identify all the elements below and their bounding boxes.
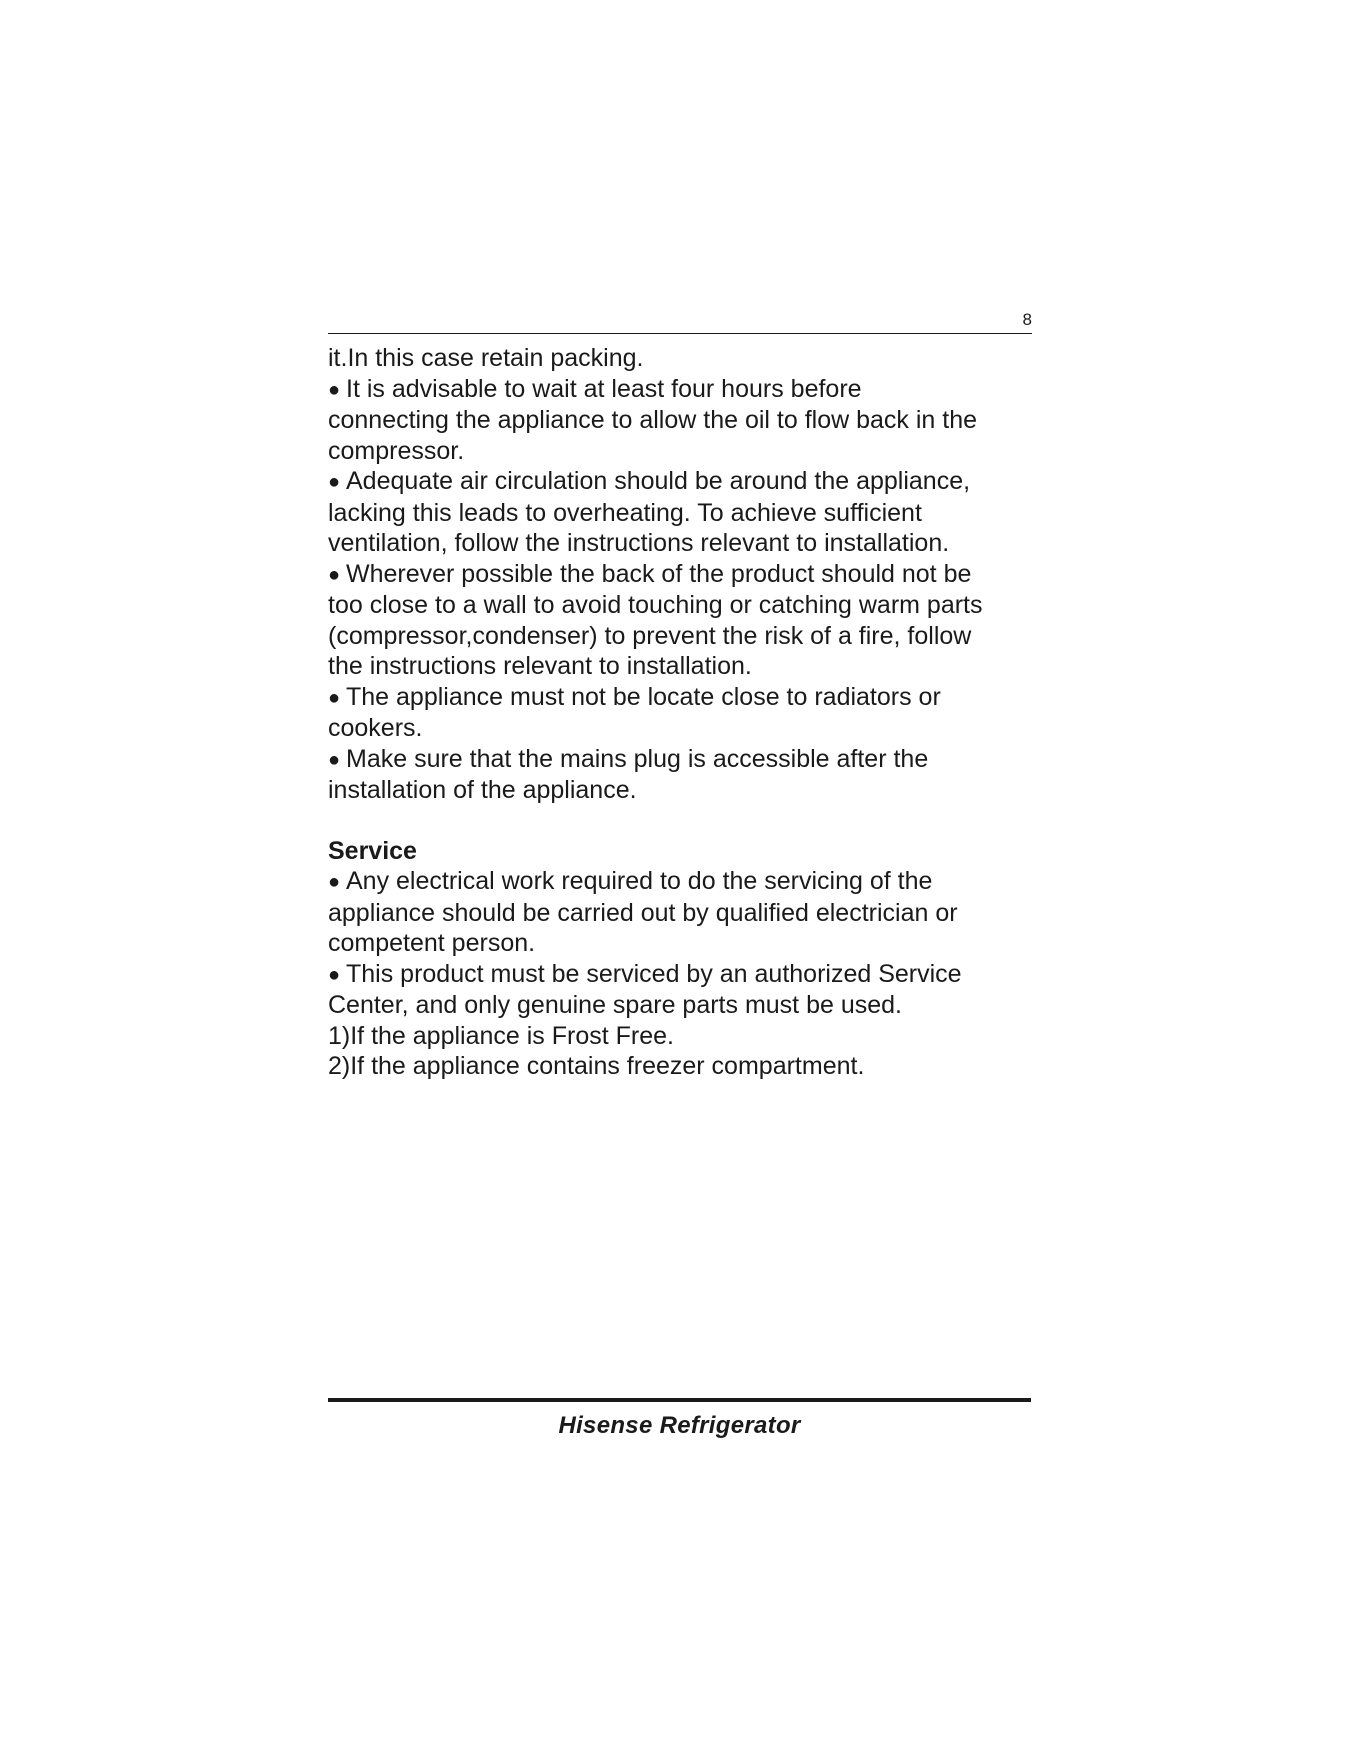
text-line-content: Center, and only genuine spare parts must be used. <box>328 991 902 1019</box>
section-heading: Service <box>328 836 417 865</box>
header-rule <box>328 333 1032 334</box>
bullet-item <box>328 559 1048 591</box>
text-line <box>328 528 1048 559</box>
bullet-item <box>328 374 1048 406</box>
bullet-icon: ● <box>328 963 341 986</box>
numbered-note-text: 2)If the appliance contains freezer compartment. <box>328 1052 865 1080</box>
bullet-text: Any electrical work required to do the servicing of the <box>346 867 933 895</box>
text-line <box>328 898 1048 929</box>
text-line <box>328 990 1048 1021</box>
bullet-text: Adequate air circulation should be around the appliance, <box>346 467 971 495</box>
numbered-note <box>328 1021 1048 1052</box>
numbered-note <box>328 1051 1048 1082</box>
text-line <box>328 928 1048 959</box>
text-line <box>328 775 1048 806</box>
bullet-icon: ● <box>328 471 341 493</box>
text-line-content: it.In this case retain packing. <box>328 344 644 372</box>
text-line-content: too close to a wall to avoid touching or catching warm parts <box>328 591 983 619</box>
bullet-item <box>328 466 1048 498</box>
text-line <box>328 498 1048 529</box>
bullet-text: Make sure that the mains plug is accessible after the <box>346 744 929 773</box>
bullet-text: This product must be serviced by an authorized Service <box>346 959 962 988</box>
bullet-text: It is advisable to wait at least four hours before <box>346 374 862 403</box>
numbered-note-text: 1)If the appliance is Frost Free. <box>328 1021 674 1050</box>
bullet-icon: ● <box>328 748 341 771</box>
text-line-content: cookers. <box>328 714 423 742</box>
footer-brand: Hisense Refrigerator <box>558 1412 801 1439</box>
footer-rule <box>328 1398 1031 1402</box>
text-line-content: the instructions relevant to installation. <box>328 652 752 680</box>
bullet-icon: ● <box>328 563 341 586</box>
text-line-content: compressor. <box>328 436 465 465</box>
bullet-item <box>328 959 1048 991</box>
text-line <box>328 405 1048 436</box>
text-line <box>328 343 1048 374</box>
bullet-text: Wherever possible the back of the product should not be <box>346 559 972 588</box>
text-line-content: appliance should be carried out by qualified electrician or <box>328 898 958 927</box>
text-line-content: ventilation, follow the instructions relevant to installation. <box>328 529 950 557</box>
bullet-item <box>328 866 1048 898</box>
text-line <box>328 713 1048 744</box>
text-line-content: (compressor,condenser) to prevent the risk of a fire, follow <box>328 621 972 650</box>
text-line-content: connecting the appliance to allow the oil to flow back in the <box>328 406 978 434</box>
text-line <box>328 590 1048 621</box>
text-line <box>328 436 1048 467</box>
text-line-content: lacking this leads to overheating. To achieve sufficient <box>328 498 922 527</box>
text-line <box>328 651 1048 682</box>
page-content <box>328 343 1048 1082</box>
text-line-content: competent person. <box>328 929 536 957</box>
bullet-icon: ● <box>328 378 341 401</box>
bullet-item <box>328 744 1048 776</box>
bullet-icon: ● <box>328 871 341 893</box>
text-line <box>328 621 1048 652</box>
page-number: 8 <box>1022 310 1032 329</box>
section-spacer <box>328 806 1048 836</box>
text-line-content: installation of the appliance. <box>328 776 637 804</box>
bullet-item <box>328 682 1048 714</box>
bullet-icon: ● <box>328 686 341 709</box>
bullet-text: The appliance must not be locate close to radiators or <box>346 682 941 711</box>
